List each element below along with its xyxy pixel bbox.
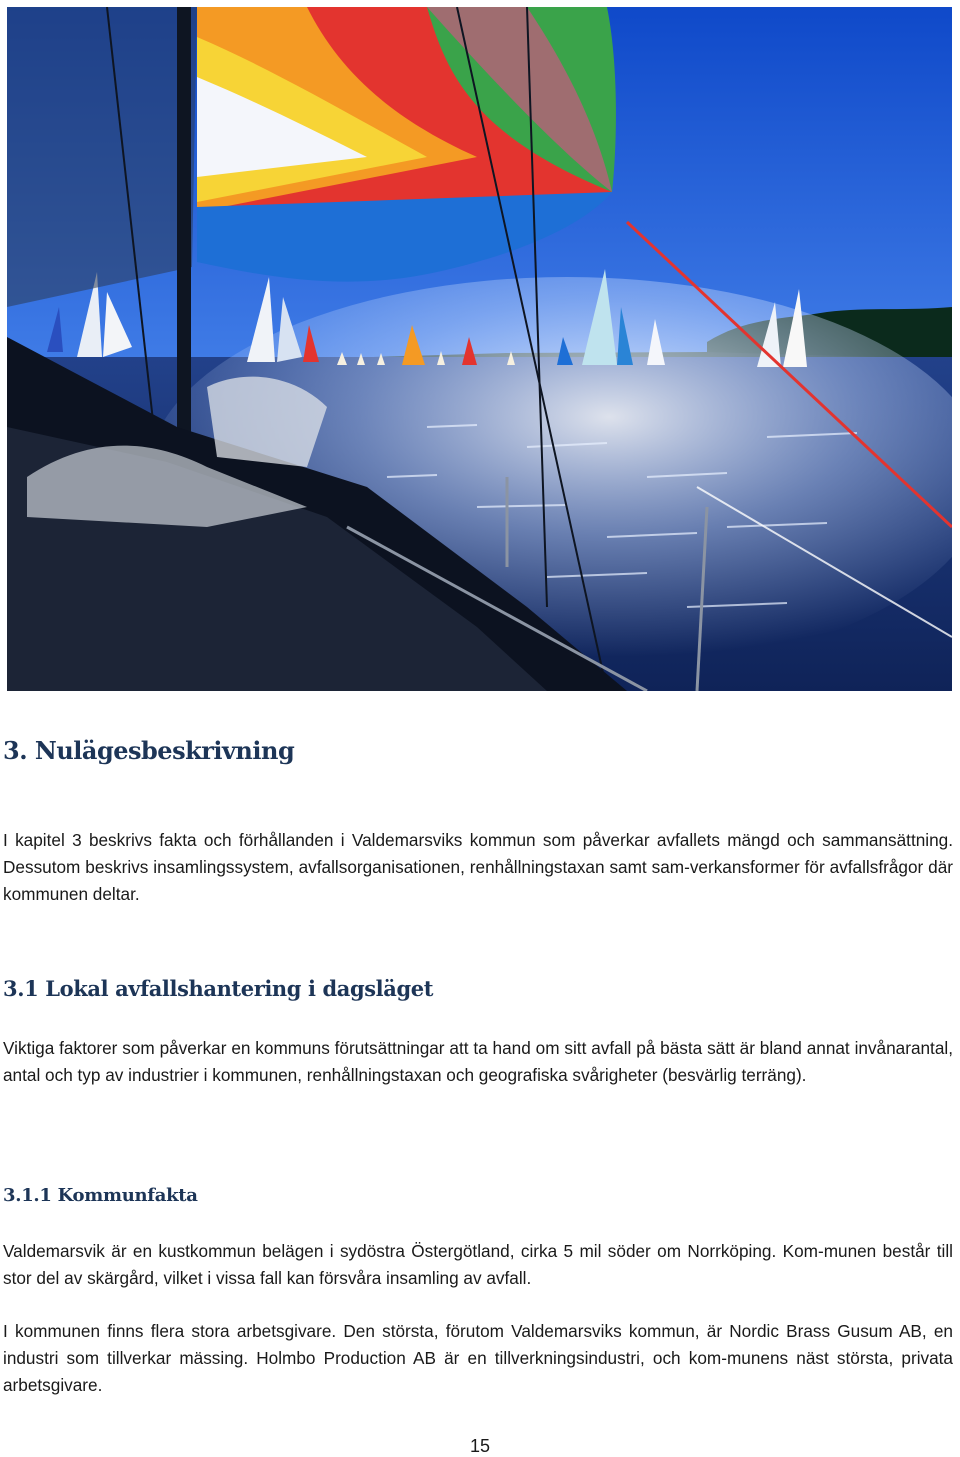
kommunfakta-paragraph-2: I kommunen finns flera stora arbetsgivare. Den största, förutom Valdemarsviks kommun, är Nordic Brass Gusum AB, en industri som tillverkar mässing. Holmbo Production AB är en tillverkningsindustri, och kom-munens näst största, privata arbetsgivare.	[3, 1321, 953, 1395]
mast	[177, 7, 191, 477]
page-number: 15	[469, 1436, 491, 1456]
subsubsection-heading: 3.1.1 Kommunfakta	[3, 1185, 198, 1206]
section-heading: 3. Nulägesbeskrivning	[3, 736, 295, 765]
kommunfakta-paragraph-1: Valdemarsvik är en kustkommun belägen i sydöstra Östergötland, cirka 5 mil söder om Norrköping. Kom-munen består till stor del av skärgård, vilket i vissa fall kan försvåra insamling av avfall.	[3, 1241, 953, 1288]
subsection-heading: 3.1 Lokal avfallshantering i dagsläget	[3, 976, 434, 1001]
sailing-photo	[7, 7, 952, 691]
subsection-body-paragraph: Viktiga faktorer som påverkar en kommuns förutsättningar att ta hand om sitt avfall på bästa sätt är bland annat invånarantal, antal och typ av industrier i kommunen, renhållningstaxan och geografiska svårigheter (besvärlig terräng).	[3, 1038, 953, 1085]
mainsail	[7, 7, 197, 307]
sailing-regatta-photo	[7, 7, 952, 691]
section-intro-paragraph: I kapitel 3 beskrivs fakta och förhållanden i Valdemarsviks kommun som påverkar avfallets mängd och sammansättning. Dessutom beskrivs insamlingssystem, avfallsorganisationen, renhållningstaxan samt sam-verkansformer för avfallsfrågor där kommunen deltar.	[3, 830, 953, 904]
